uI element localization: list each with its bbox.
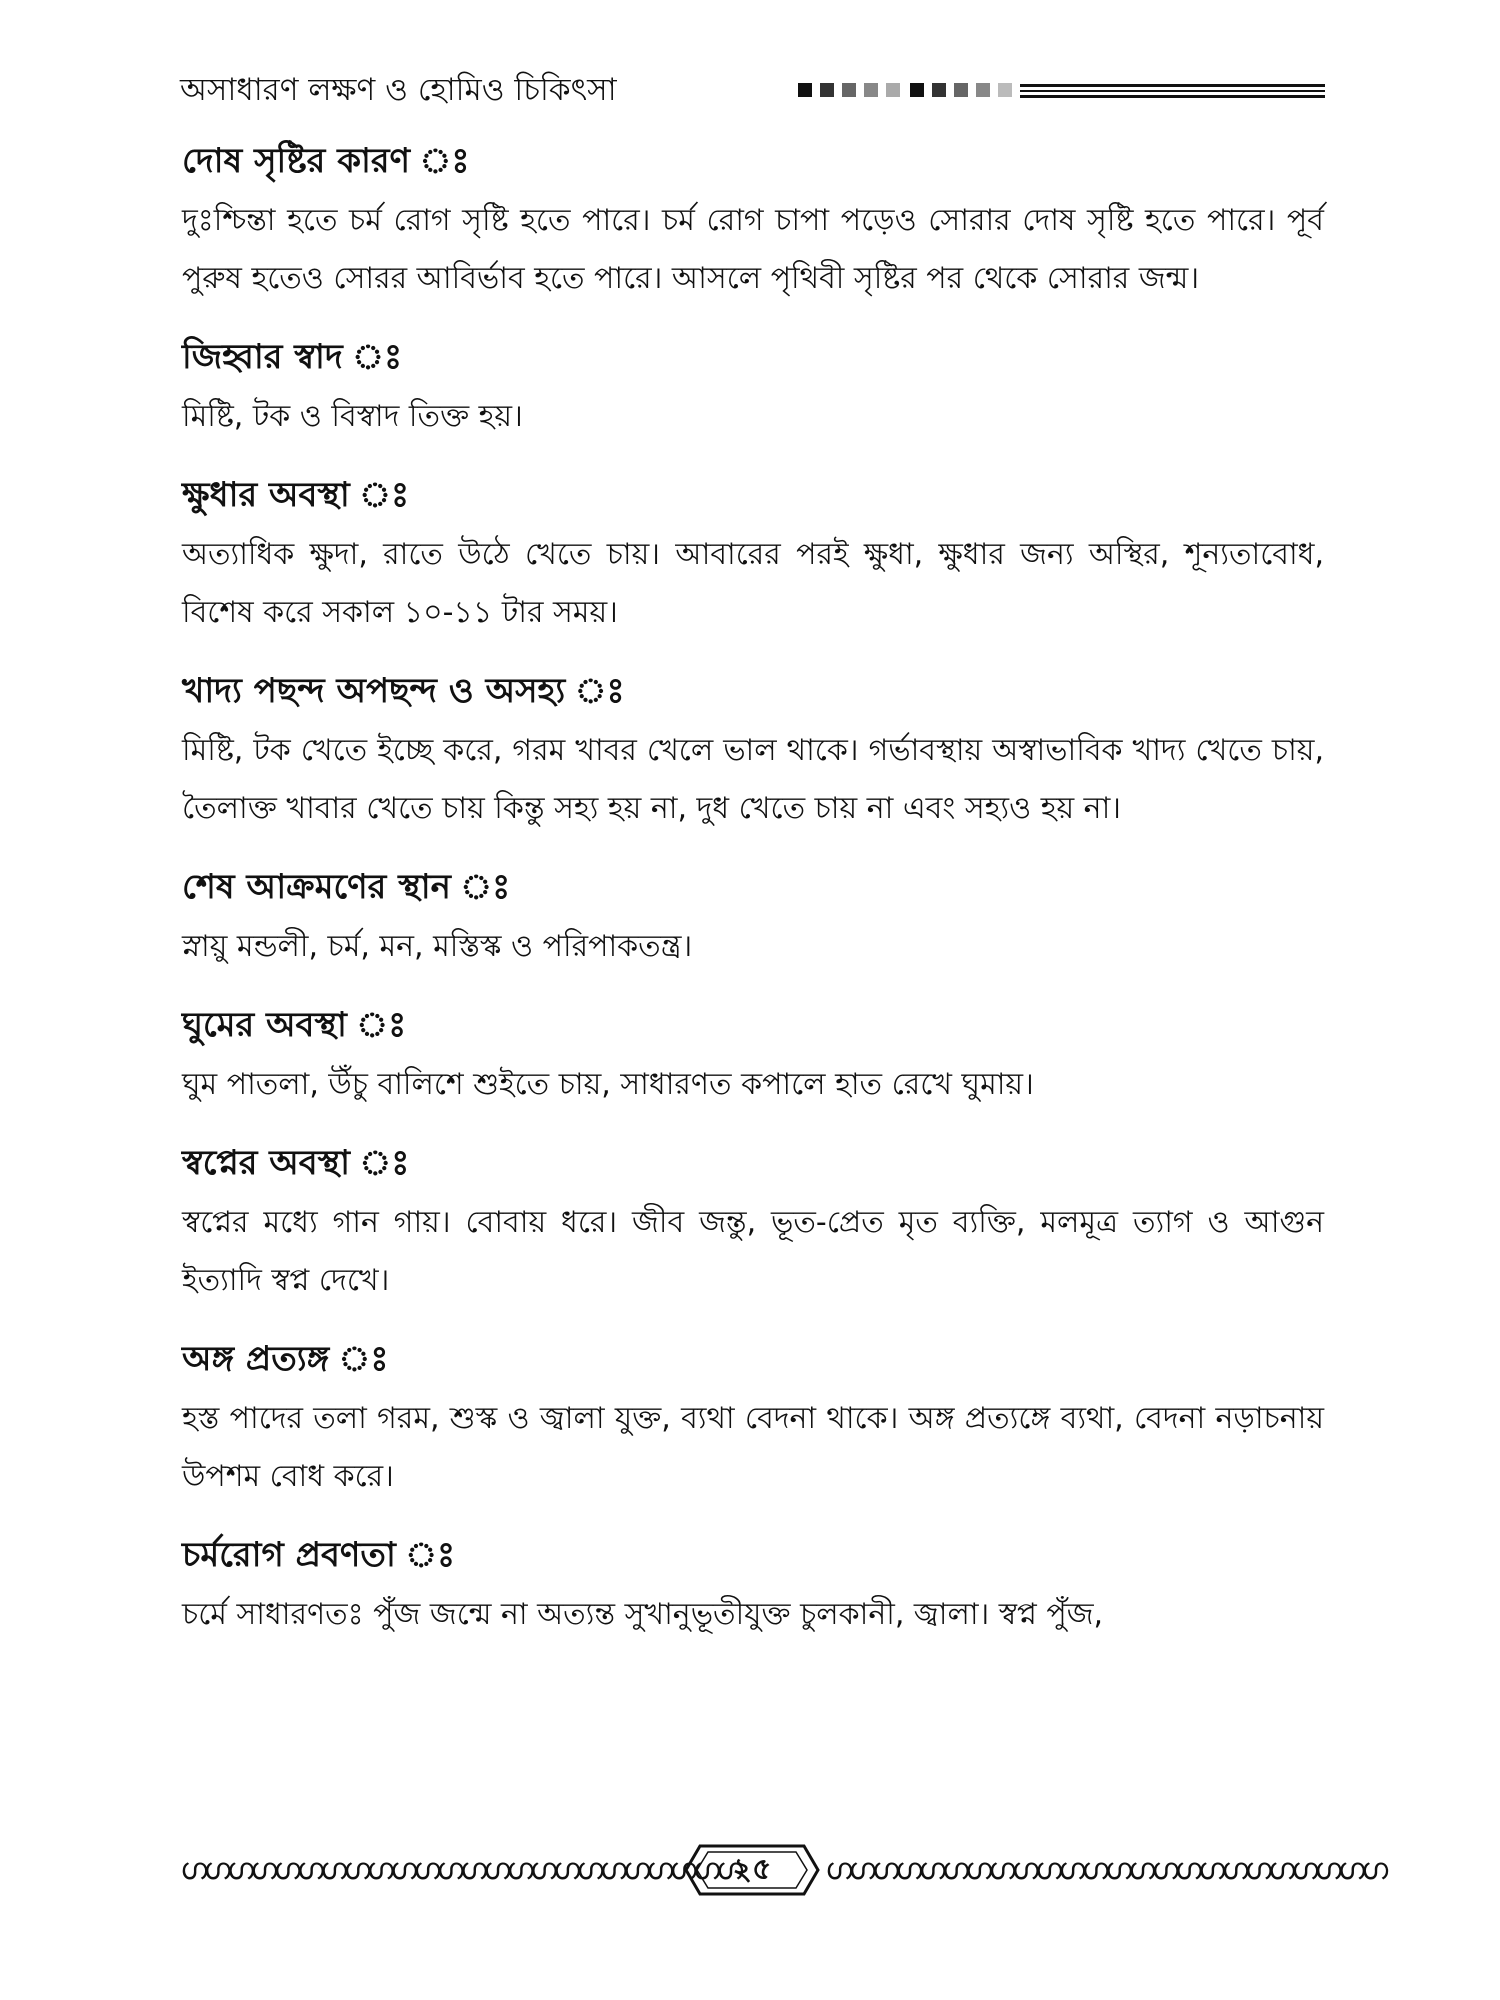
section-heading: ক্ষুধার অবস্থা ঃ (182, 475, 410, 515)
section-body: অত্যাধিক ক্ষুদা, রাতে উঠে খেতে চায়। আবারের পরই ক্ষুধা, ক্ষুধার জন্য অস্থির, শূন্যতাবোধ, বিশেষ করে সকাল ১০-১১ টার সময়। (182, 537, 1324, 630)
section-heading: অঙ্গ প্রত্যঙ্গ ঃ (182, 1339, 389, 1379)
section-skin (182, 1524, 1324, 1644)
section-body: মিষ্টি, টক খেতে ইচ্ছে করে, গরম খাবর খেলে ভাল থাকে। গর্ভাবস্থায় অস্বাভাবিক খাদ্য খেতে চায়, তৈলাক্ত খাবার খেতে চায় কিন্তু সহ্য হয় না, দুধ খেতে চায় না এবং সহ্যও হয় না। (182, 733, 1324, 826)
section-body: ঘুম পাতলা, উঁচু বালিশে শুইতে চায়, সাধারণত কপালে হাত রেখে ঘুমায়। (182, 1067, 1034, 1102)
section-attack-site (182, 856, 1324, 976)
page-content (182, 130, 1324, 1662)
book-title: অসাধারণ লক্ষণ ও হোমিও চিকিৎসা (180, 72, 617, 108)
page-number: ২৫ (732, 1852, 772, 1887)
page-number-badge (682, 1842, 822, 1898)
section-heading: চর্মরোগ প্রবণতা ঃ (182, 1535, 456, 1575)
section-heading: দোষ সৃষ্টির কারণ ঃ (182, 141, 470, 181)
section-body: মিষ্টি, টক ও বিস্বাদ তিক্ত হয়। (182, 399, 523, 434)
section-heading: শেষ আক্রমণের স্থান ঃ (182, 867, 511, 907)
section-food (182, 660, 1324, 838)
section-cause (182, 130, 1324, 308)
footer-border-ornament: ഗഗഗഗഗഗഗഗഗഗഗഗഗഗഗഗഗഗഗഗഗഗഗഗ (825, 1852, 1385, 1887)
section-body: স্নায়ু মন্ডলী, চর্ম, মন, মস্তিস্ক ও পরিপাকতন্ত্র। (182, 929, 693, 964)
section-heading: খাদ্য পছন্দ অপছন্দ ও অসহ্য ঃ (182, 671, 625, 711)
section-taste (182, 326, 1324, 446)
header-ornament (798, 80, 1325, 102)
page-footer (180, 1840, 1385, 1900)
footer-border-ornament: ഗഗഗഗഗഗഗഗഗഗഗഗഗഗഗഗഗഗഗഗഗഗഗഗ (180, 1852, 740, 1887)
section-heading: জিহ্বার স্বাদ ঃ (182, 337, 403, 377)
running-header (180, 62, 1325, 112)
section-hunger (182, 464, 1324, 642)
section-sleep (182, 994, 1324, 1114)
section-dreams (182, 1132, 1324, 1310)
section-limbs (182, 1328, 1324, 1506)
section-body: হস্ত পাদের তলা গরম, শুস্ক ও জ্বালা যুক্ত, ব্যথা বেদনা থাকে। অঙ্গ প্রত্যঙ্গে ব্যথা, বেদনা নড়াচনায় উপশম বোধ করে। (182, 1401, 1324, 1494)
section-heading: ঘুমের অবস্থা ঃ (182, 1005, 407, 1045)
section-body: দুঃশ্চিন্তা হতে চর্ম রোগ সৃষ্টি হতে পারে। চর্ম রোগ চাপা পড়েও সোরার দোষ সৃষ্টি হতে পারে। পূর্ব পুরুষ হতেও সোরর আবির্ভাব হতে পারে। আসলে পৃথিবী সৃষ্টির পর থেকে সোরার জন্ম। (182, 203, 1324, 296)
section-body: স্বপ্নের মধ্যে গান গায়। বোবায় ধরে। জীব জন্তু, ভূত-প্রেত মৃত ব্যক্তি, মলমূত্র ত্যাগ ও আগুন ইত্যাদি স্বপ্ন দেখে। (182, 1205, 1324, 1298)
section-body: চর্মে সাধারণতঃ পুঁজ জন্মে না অত্যন্ত সুখানুভূতীযুক্ত চুলকানী, জ্বালা। স্বপ্ন পুঁজ, (182, 1597, 1104, 1632)
section-heading: স্বপ্নের অবস্থা ঃ (182, 1143, 410, 1183)
